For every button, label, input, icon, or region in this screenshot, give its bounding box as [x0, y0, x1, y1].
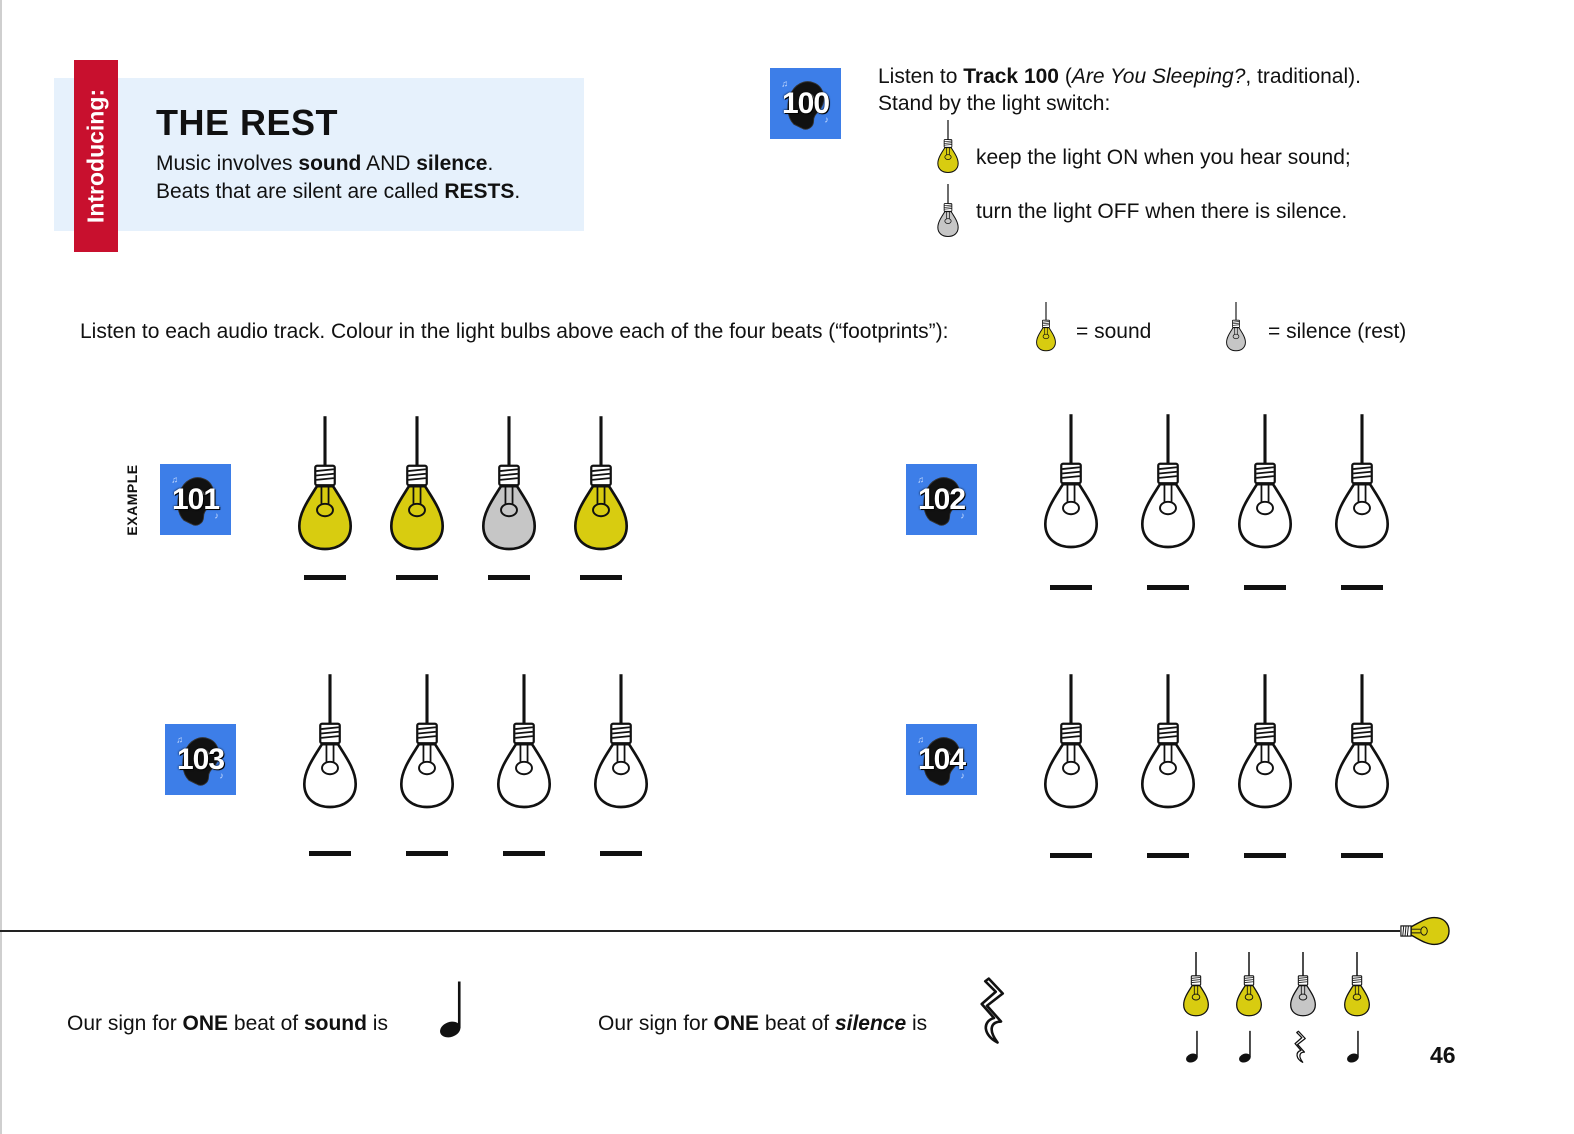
- beat-footprint-line: [1147, 853, 1189, 858]
- beat-footprint-line: [503, 851, 545, 856]
- beat-bulb-101-3: [478, 414, 540, 560]
- beat-footprint-line: [1244, 853, 1286, 858]
- beat-bulb-103-3[interactable]: [493, 668, 555, 822]
- beat-footprint-line: [600, 851, 642, 856]
- beat-bulb-101-2: [386, 414, 448, 560]
- demo-bulb-4: [1341, 952, 1373, 1020]
- sound-sign-text: Our sign for ONE beat of sound is: [67, 1012, 388, 1035]
- silence-sign-text: Our sign for ONE beat of silence is: [598, 1012, 928, 1035]
- light-off-icon: [932, 184, 964, 240]
- beat-footprint-line: [1244, 585, 1286, 590]
- demo-bulb-1: [1180, 952, 1212, 1020]
- section-divider: [0, 930, 1400, 932]
- beat-footprint-line: [309, 851, 351, 856]
- beat-footprint-line: [1147, 585, 1189, 590]
- track-number: 101: [171, 482, 220, 516]
- page-number: 46: [1430, 1042, 1456, 1068]
- introducing-tab-label: Introducing:: [82, 88, 109, 224]
- track-101-badge[interactable]: [160, 464, 231, 535]
- beat-footprint-line: [406, 851, 448, 856]
- quarter-note-icon: [436, 980, 472, 1040]
- track-number: 103: [176, 742, 225, 776]
- track-number: 104: [917, 742, 966, 776]
- legend-sound-label: = sound: [1076, 320, 1152, 343]
- intro-line-2: Beats that are silent are called RESTS.: [156, 180, 521, 203]
- introducing-tab: [74, 60, 118, 252]
- demo-bulb-2: [1233, 952, 1265, 1020]
- rest-sign-icon: [976, 976, 1012, 1046]
- beat-bulb-104-4[interactable]: [1331, 668, 1393, 822]
- beat-bulb-103-1[interactable]: [299, 668, 361, 822]
- beat-bulb-102-4[interactable]: [1331, 408, 1393, 562]
- page-margin-rule: [0, 0, 2, 1134]
- track-number: 102: [917, 482, 966, 516]
- beat-bulb-102-3[interactable]: [1234, 408, 1296, 562]
- light-on-icon: [932, 120, 964, 176]
- intro-line-1: Music involves sound AND silence.: [156, 152, 494, 175]
- beat-bulb-104-3[interactable]: [1234, 668, 1296, 822]
- example-label: EXAMPLE: [124, 464, 140, 536]
- track-102-badge[interactable]: [906, 464, 977, 535]
- colouring-instruction: Listen to each audio track. Colour in the light bulbs above each of the four beats (“footprints”):: [80, 320, 949, 343]
- beat-footprint-line: [580, 575, 622, 580]
- beat-bulb-104-1[interactable]: [1040, 668, 1102, 822]
- legend-silence-label: = silence (rest): [1268, 320, 1407, 343]
- track-100-line-2: Stand by the light switch:: [878, 92, 1111, 115]
- beat-footprint-line: [1341, 853, 1383, 858]
- beat-footprint-line: [488, 575, 530, 580]
- beat-bulb-104-2[interactable]: [1137, 668, 1199, 822]
- track-100-badge[interactable]: 100: [770, 68, 841, 139]
- beat-footprint-line: [1050, 853, 1092, 858]
- page-title: THE REST: [156, 102, 339, 143]
- beat-footprint-line: [396, 575, 438, 580]
- light-off-instruction: turn the light OFF when there is silence.: [976, 200, 1348, 223]
- track-103-badge[interactable]: [165, 724, 236, 795]
- glowing-bulb-icon: [1400, 906, 1474, 956]
- beat-bulb-102-1[interactable]: [1040, 408, 1102, 562]
- demo-quarter-note-icon: [1184, 1030, 1204, 1064]
- demo-rest-icon: [1291, 1030, 1311, 1064]
- demo-quarter-note-icon: [1237, 1030, 1257, 1064]
- demo-bulb-3: [1287, 952, 1319, 1020]
- demo-quarter-note-icon: [1345, 1030, 1365, 1064]
- legend-silence-bulb-icon: [1220, 302, 1252, 354]
- beat-footprint-line: [1050, 585, 1092, 590]
- beat-bulb-103-4[interactable]: [590, 668, 652, 822]
- beat-bulb-102-2[interactable]: [1137, 408, 1199, 562]
- beat-bulb-101-1: [294, 414, 356, 560]
- track-104-badge[interactable]: [906, 724, 977, 795]
- track-100-line-1: Listen to Track 100 (Are You Sleeping?, traditional).: [878, 65, 1361, 88]
- beat-bulb-103-2[interactable]: [396, 668, 458, 822]
- beat-bulb-101-4: [570, 414, 632, 560]
- beat-footprint-line: [304, 575, 346, 580]
- beat-footprint-line: [1341, 585, 1383, 590]
- light-on-instruction: keep the light ON when you hear sound;: [976, 146, 1351, 169]
- legend-sound-bulb-icon: [1030, 302, 1062, 354]
